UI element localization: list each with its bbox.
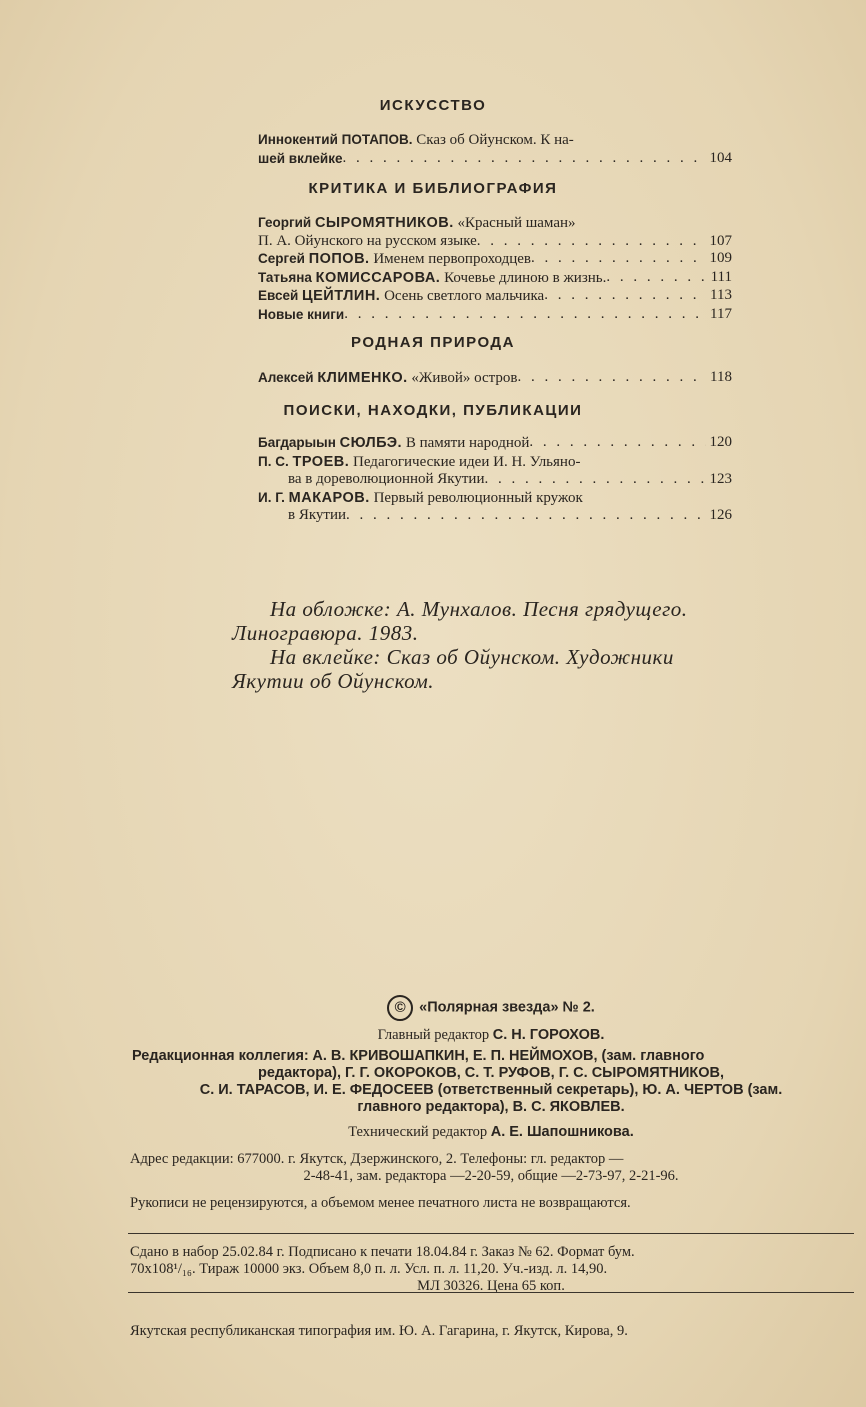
address-line: 2-48-41, зам. редактора —2-20-59, общие —2-73-97, 2-21-96.: [303, 1168, 679, 1184]
entry-title: Осень светлого мальчика: [384, 288, 545, 304]
tech-editor-label: Технический редактор: [348, 1124, 488, 1140]
entry-title: «Живой» остров: [411, 370, 518, 386]
entry-page: 126: [709, 507, 732, 523]
imprint: [130, 995, 852, 1212]
entry-page: 113: [710, 287, 732, 303]
board-line: [132, 1048, 852, 1065]
toc-line: [258, 434, 732, 453]
address-line: Адрес редакции: 677000. г. Якутск, Дзержинского, 2. Телефоны: гл. редактор —: [130, 1151, 624, 1167]
manuscripts-note: Рукописи не рецензируются, а объемом менее печатного листа не возвращаются.: [130, 1195, 631, 1211]
entry-title-cont: шей вклейке: [258, 150, 343, 166]
copyright-icon: ©: [387, 995, 413, 1021]
entry-page: 117: [710, 305, 732, 322]
chief-editor: С. Н. ГОРОХОВ.: [492, 1027, 605, 1043]
entry-page: 120: [709, 434, 732, 450]
chief-editor-label: Главный редактор: [377, 1027, 490, 1043]
section-heading-art: ИСКУССТВО: [379, 97, 487, 114]
entry-title-cont: ва в дореволюционной Якутии: [288, 471, 485, 487]
entry-author-first: Георгий: [258, 215, 312, 230]
print-line: МЛ 30326. Цена 65 коп.: [417, 1278, 565, 1294]
entry-title-cont: в Якутии: [288, 507, 347, 523]
entry-author-surname: ТРОЕВ.: [292, 453, 350, 470]
entry-author: Иннокентий ПОТАПОВ.: [258, 132, 413, 147]
entry-author-first: Сергей: [258, 251, 305, 266]
toc-list: [258, 434, 732, 525]
entry-page: 123: [709, 471, 732, 487]
cover-line: Якутии об Ойунском.: [232, 669, 434, 693]
toc-line: [258, 287, 732, 306]
board-label: Редакционная коллегия:: [132, 1048, 309, 1064]
entry-title: Кочевье длиною в жизнь.: [444, 269, 607, 286]
dot-leader: [517, 369, 706, 388]
divider: [128, 1292, 854, 1293]
entry-page: 111: [710, 268, 732, 285]
entry-author-first: Алексей: [258, 370, 314, 385]
toc-line: [258, 507, 732, 525]
tech-editor-line: [130, 1124, 852, 1141]
entry-title: В памяти народной: [405, 435, 530, 451]
cover-line: На обложке: А. Мунхалов. Песня грядущего.: [270, 597, 688, 621]
toc-line: [258, 131, 732, 150]
toc-line: [258, 369, 732, 388]
entry-author-surname: ЦЕЙТЛИН.: [302, 288, 381, 304]
chief-editor-line: [130, 1027, 852, 1044]
toc-entry: [258, 131, 732, 167]
entry-author-surname: СЫРОМЯТНИКОВ.: [314, 215, 454, 231]
entry-author-first: Евсей: [258, 288, 299, 303]
toc-line: [258, 471, 732, 489]
section-heading-nature: РОДНАЯ ПРИРОДА: [351, 334, 515, 351]
entry-author-first: Багдарыын: [258, 435, 336, 450]
entry-title: «Красный шаман»: [457, 215, 576, 231]
entry-page: 109: [709, 250, 732, 266]
dot-leader: [544, 287, 706, 306]
divider: [128, 1233, 854, 1234]
entry-author-first: И. Г.: [258, 489, 285, 505]
toc-line: [258, 150, 732, 168]
dot-leader: [343, 150, 706, 168]
dot-leader: [346, 507, 705, 525]
entry-author-surname: КОМИССАРОВА.: [315, 269, 441, 286]
entry-title: Первый революционный кружок: [373, 489, 583, 506]
entry-author-surname: СЮЛБЭ.: [339, 435, 403, 451]
board-members: А. В. КРИВОШАПКИН, Е. П. НЕЙМОХОВ, (зам. главного: [312, 1048, 705, 1064]
cover-note: [232, 597, 762, 693]
entry-title: Сказ об Ойунском. К на-: [416, 132, 574, 148]
entry-page: 118: [710, 369, 732, 385]
section-heading-search: ПОИСКИ, НАХОДКИ, ПУБЛИКАЦИИ: [283, 402, 583, 419]
toc-line: [258, 306, 732, 324]
entry-title: Педагогические идеи И. Н. Ульяно-: [353, 453, 581, 470]
board-line: главного редактора), В. С. ЯКОВЛЕВ.: [357, 1099, 625, 1115]
tech-editor: А. Е. Шапошникова.: [490, 1124, 634, 1140]
dot-leader: [606, 269, 706, 288]
entry-page: 104: [709, 149, 732, 166]
print-info: [130, 1244, 852, 1295]
print-line: Сдано в набор 25.02.84 г. Подписано к печати 18.04.84 г. Заказ № 62. Формат бум.: [130, 1244, 635, 1260]
section-heading-criticism: КРИТИКА И БИБЛИОГРАФИЯ: [308, 180, 558, 197]
toc-entry: [258, 369, 732, 388]
toc-line: [258, 489, 732, 508]
entry-author-first: Татьяна: [258, 269, 312, 285]
entry-page: 107: [709, 232, 732, 249]
dot-leader: [529, 434, 705, 453]
journal-line: [130, 995, 852, 1021]
toc-line: [258, 233, 732, 251]
dot-leader: [531, 250, 706, 269]
entry-author-surname: ПОПОВ.: [308, 251, 370, 267]
toc-line: [258, 214, 732, 233]
entry-author-first: П. С.: [258, 453, 289, 469]
cover-line: Линогравюра. 1983.: [232, 621, 419, 645]
entry-title: Именем первопроходцев: [373, 251, 531, 267]
board-line: С. И. ТАРАСОВ, И. Е. ФЕДОСЕЕВ (ответственный секретарь), Ю. А. ЧЕРТОВ (зам.: [199, 1082, 783, 1098]
toc-line: [258, 250, 732, 269]
toc-list: [258, 214, 732, 323]
board-line: редактора), Г. Г. ОКОРОКОВ, С. Т. РУФОВ, Г. С. СЫРОМЯТНИКОВ,: [257, 1065, 724, 1081]
printer-line: Якутская республиканская типография им. Ю. А. Гагарина, г. Якутск, Кирова, 9.: [130, 1323, 628, 1339]
toc-line: [258, 269, 732, 288]
entry-author-surname: МАКАРОВ.: [288, 489, 370, 506]
dot-leader: [344, 306, 706, 324]
toc-line: [258, 453, 732, 472]
entry-title-cont: П. А. Ойунского на русском языке: [258, 232, 477, 249]
print-line: 70х108¹/₁₆. Тираж 10000 экз. Объем 8,0 п. л. Усл. п. л. 11,20. Уч.-изд. л. 14,90.: [130, 1261, 608, 1277]
dot-leader: [477, 233, 706, 251]
cover-line: На вклейке: Сказ об Ойунском. Художники: [270, 645, 674, 669]
dot-leader: [484, 471, 705, 489]
entry-new-books: Новые книги: [258, 306, 345, 322]
entry-author-surname: КЛИМЕНКО.: [317, 370, 408, 386]
journal-name: «Полярная звезда» № 2.: [419, 999, 595, 1016]
